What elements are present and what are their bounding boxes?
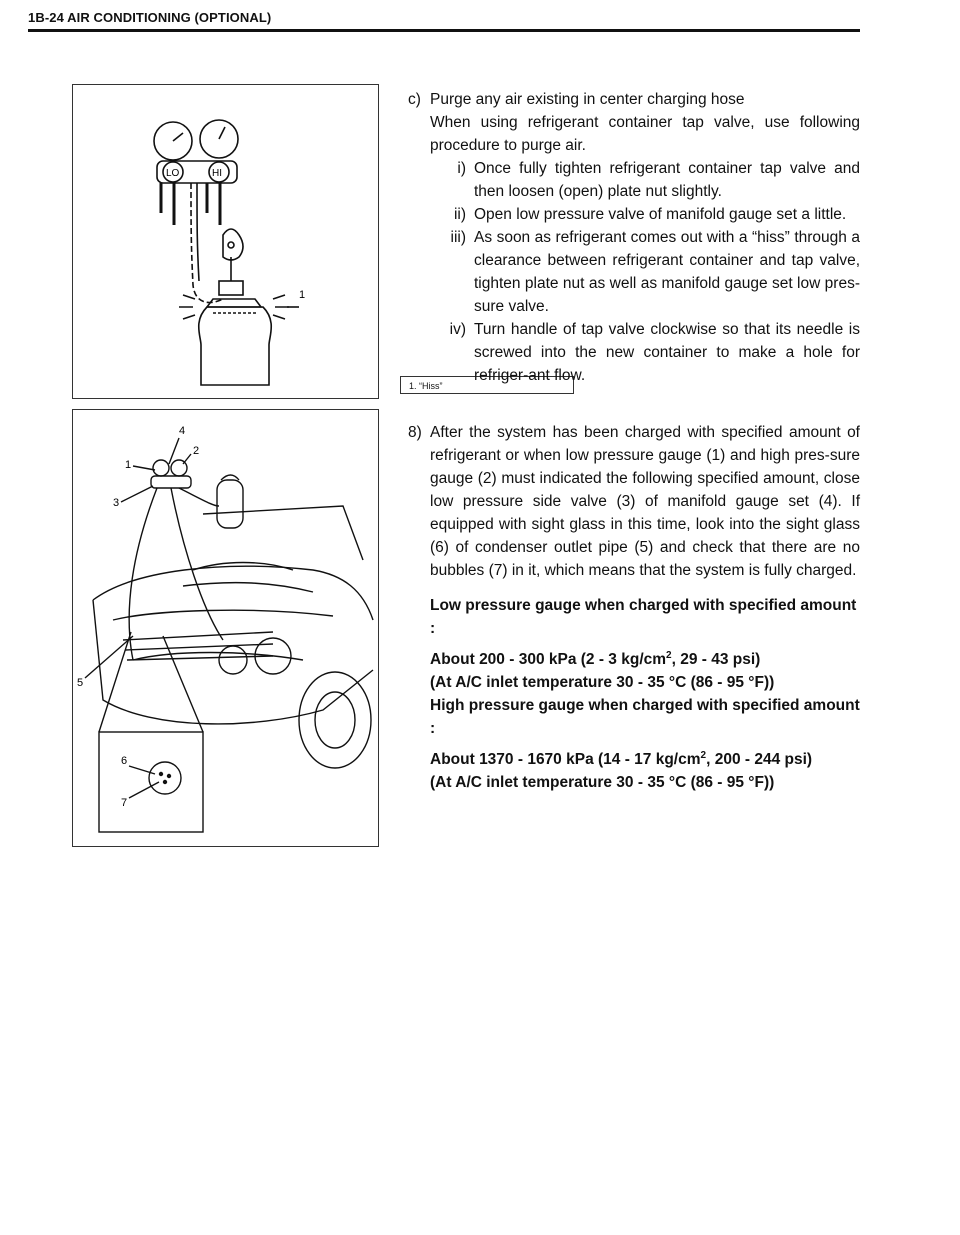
step-c-marker: c) — [408, 91, 421, 108]
callout-7: 7 — [121, 797, 128, 809]
figure-vehicle-charging — [72, 409, 379, 847]
substep-ii-marker: ii) — [453, 206, 466, 223]
substep-i-marker: i) — [457, 160, 466, 177]
step-c-block — [408, 88, 860, 387]
substep-i — [408, 157, 860, 203]
callout-4: 4 — [179, 425, 186, 437]
callout-6: 6 — [121, 755, 128, 767]
low-pressure-label: Low pressure gauge when charged with specified amount : — [430, 597, 857, 637]
callout-1: 1 — [125, 459, 132, 471]
step-c-intro: When using refrigerant container tap valve, use following procedure to purge air. — [430, 114, 860, 154]
pressure-specs — [408, 594, 860, 794]
step-c-title: Purge any air existing in center charging hose — [430, 91, 745, 108]
manifold-gauge-illustration — [73, 85, 378, 398]
step-8-text: After the system has been charged with specified amount of refrigerant or when low pressure gauge (1) and high pres-sure gauge (2) must indicated the following specified amount, close low pressure side valve (3) of manifold gauge set (4). If equipped with sight glass in this time, look into the sight glass (6) of condenser outlet pipe (5) and check that there are no bubbles (7) in it, which means that the system is fully charged. — [430, 424, 860, 579]
high-pressure-value: About 1370 - 1670 kPa (14 - 17 $kg/cm^2$, 200 - 244 psi) — [430, 749, 813, 768]
step-8-block — [408, 421, 860, 794]
callout-2: 2 — [193, 445, 200, 457]
callout-1: 1 — [299, 289, 306, 301]
page-header: 1B-24 AIR CONDITIONING (OPTIONAL) — [28, 10, 272, 25]
substep-iii-text: As soon as refrigerant comes out with a “hiss” through a clearance between refrigerant container and tap valve, tighten plate nut as well as manifold gauge set low pres-sure valve. — [474, 229, 860, 315]
substep-iv-text: Turn handle of tap valve clockwise so that its needle is screwed into the new container to make a hole for refriger-ant flow. — [474, 321, 860, 384]
substep-ii-text: Open low pressure valve of manifold gauge set a little. — [474, 206, 847, 223]
step-8-marker: 8) — [408, 424, 422, 441]
lo-label: LO — [166, 168, 180, 179]
high-pressure-temp: (At A/C inlet temperature 30 - 35 °C (86 - 95 °F)) — [430, 774, 775, 791]
hi-label: HI — [212, 168, 222, 179]
substep-iv-marker: iv) — [449, 321, 466, 338]
substep-iii — [408, 226, 860, 318]
vehicle-charging-illustration — [73, 410, 378, 846]
substep-i-text: Once fully tighten refrigerant container tap valve and then loosen (open) plate nut slightly. — [474, 160, 860, 200]
callout-3: 3 — [113, 497, 120, 509]
step-c — [408, 88, 860, 111]
substep-iii-marker: iii) — [450, 229, 466, 246]
callout-5: 5 — [77, 677, 84, 689]
low-pressure-temp: (At A/C inlet temperature 30 - 35 °C (86 - 95 °F)) — [430, 674, 775, 691]
figure-manifold-gauge-purge — [72, 84, 379, 399]
step-8 — [408, 421, 860, 582]
substep-ii — [408, 203, 860, 226]
substep-iv — [408, 318, 860, 387]
high-pressure-label: High pressure gauge when charged with specified amount : — [430, 697, 860, 737]
header-rule — [28, 29, 860, 32]
figure1-caption: 1. “Hiss” — [400, 376, 574, 394]
low-pressure-value: About 200 - 300 kPa (2 - 3 $kg/cm^2$, 29 - 43 psi) — [430, 649, 761, 668]
